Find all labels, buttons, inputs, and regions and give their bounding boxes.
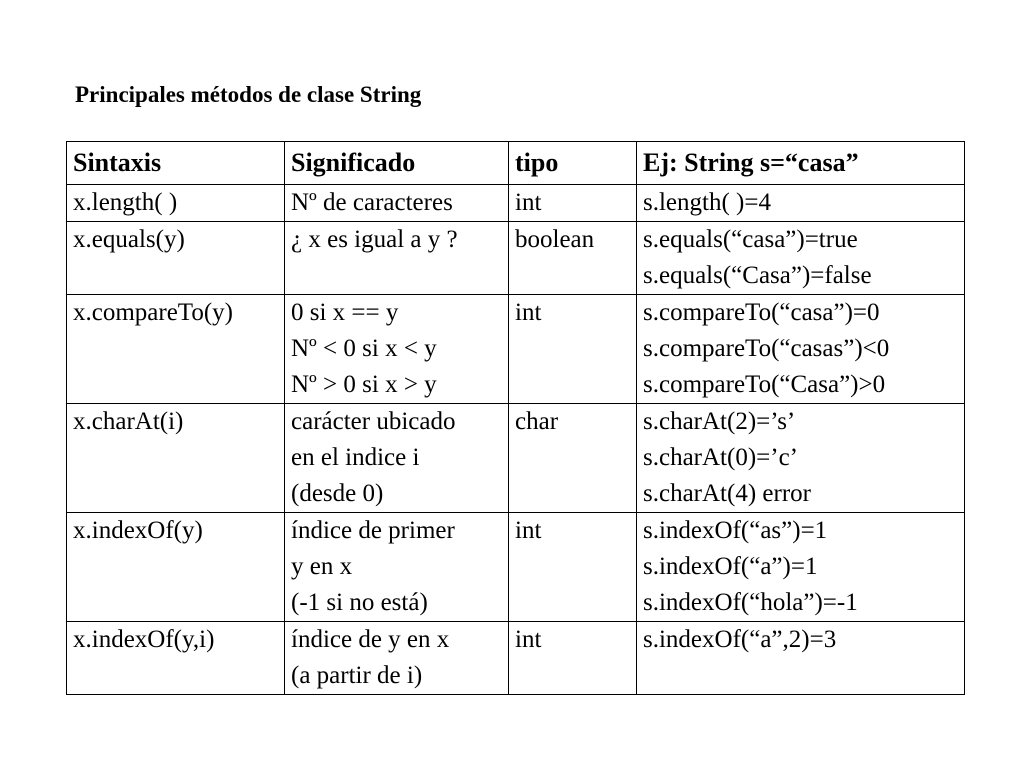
cell-type: char [509,404,637,513]
cell-example [637,622,965,695]
meaning-line: índice de y en x [291,626,450,653]
meaning-line: índice de primer [291,517,455,544]
meaning-line: (desde 0) [291,480,384,507]
cell-example [637,295,965,404]
cell-meaning [285,404,509,513]
cell-example [637,513,965,622]
table-row [67,404,965,513]
meaning-line: Nº > 0 si x > y [291,371,437,398]
example-line: s.equals(“Casa”)=false [643,262,872,289]
example-line: s.length( )=4 [643,189,771,216]
cell-meaning [285,295,509,404]
cell-syntax: x.indexOf(y,i) [67,622,285,695]
table-row [67,185,965,222]
cell-type: boolean [509,222,637,295]
cell-meaning [285,222,509,295]
meaning-line: y en x [291,553,353,580]
cell-type: int [509,295,637,404]
table-header-row [67,142,965,185]
cell-syntax: x.indexOf(y) [67,513,285,622]
cell-type: int [509,185,637,222]
cell-example [637,185,965,222]
cell-meaning [285,622,509,695]
cell-example [637,404,965,513]
meaning-line: Nº < 0 si x < y [291,335,437,362]
example-line: s.compareTo(“Casa”)>0 [643,371,886,398]
table-row [67,295,965,404]
example-line: s.compareTo(“casas”)<0 [643,335,890,362]
header-syntax: Sintaxis [67,142,285,185]
cell-syntax: x.equals(y) [67,222,285,295]
example-line: s.equals(“casa”)=true [643,226,858,253]
meaning-line: en el indice i [291,444,420,471]
meaning-line: (a partir de i) [291,662,423,689]
header-type: tipo [509,142,637,185]
example-line: s.charAt(2)=’s’ [643,408,796,435]
cell-example [637,222,965,295]
meaning-line: carácter ubicado [291,408,456,435]
table-row [67,222,965,295]
example-line: s.indexOf(“a”,2)=3 [643,626,837,653]
cell-meaning [285,185,509,222]
meaning-line: ¿ x es igual a y ? [291,226,458,253]
meaning-line: (-1 si no está) [291,589,428,616]
example-line: s.compareTo(“casa”)=0 [643,299,880,326]
example-line: s.indexOf(“hola”)=-1 [643,589,858,616]
cell-syntax: x.compareTo(y) [67,295,285,404]
table-row [67,622,965,695]
cell-syntax: x.length( ) [67,185,285,222]
cell-syntax: x.charAt(i) [67,404,285,513]
cell-type: int [509,513,637,622]
string-methods-table [66,141,965,695]
page-title: Principales métodos de clase String [75,82,422,107]
example-line: s.indexOf(“a”)=1 [643,553,818,580]
example-line: s.charAt(0)=’c’ [643,444,798,471]
meaning-line: Nº de caracteres [291,189,453,216]
header-meaning: Significado [285,142,509,185]
header-example: Ej: String s=“casa” [637,142,965,185]
cell-meaning [285,513,509,622]
example-line: s.charAt(4) error [643,480,811,507]
example-line: s.indexOf(“as”)=1 [643,517,828,544]
table-row [67,513,965,622]
cell-type: int [509,622,637,695]
meaning-line: 0 si x == y [291,299,399,326]
